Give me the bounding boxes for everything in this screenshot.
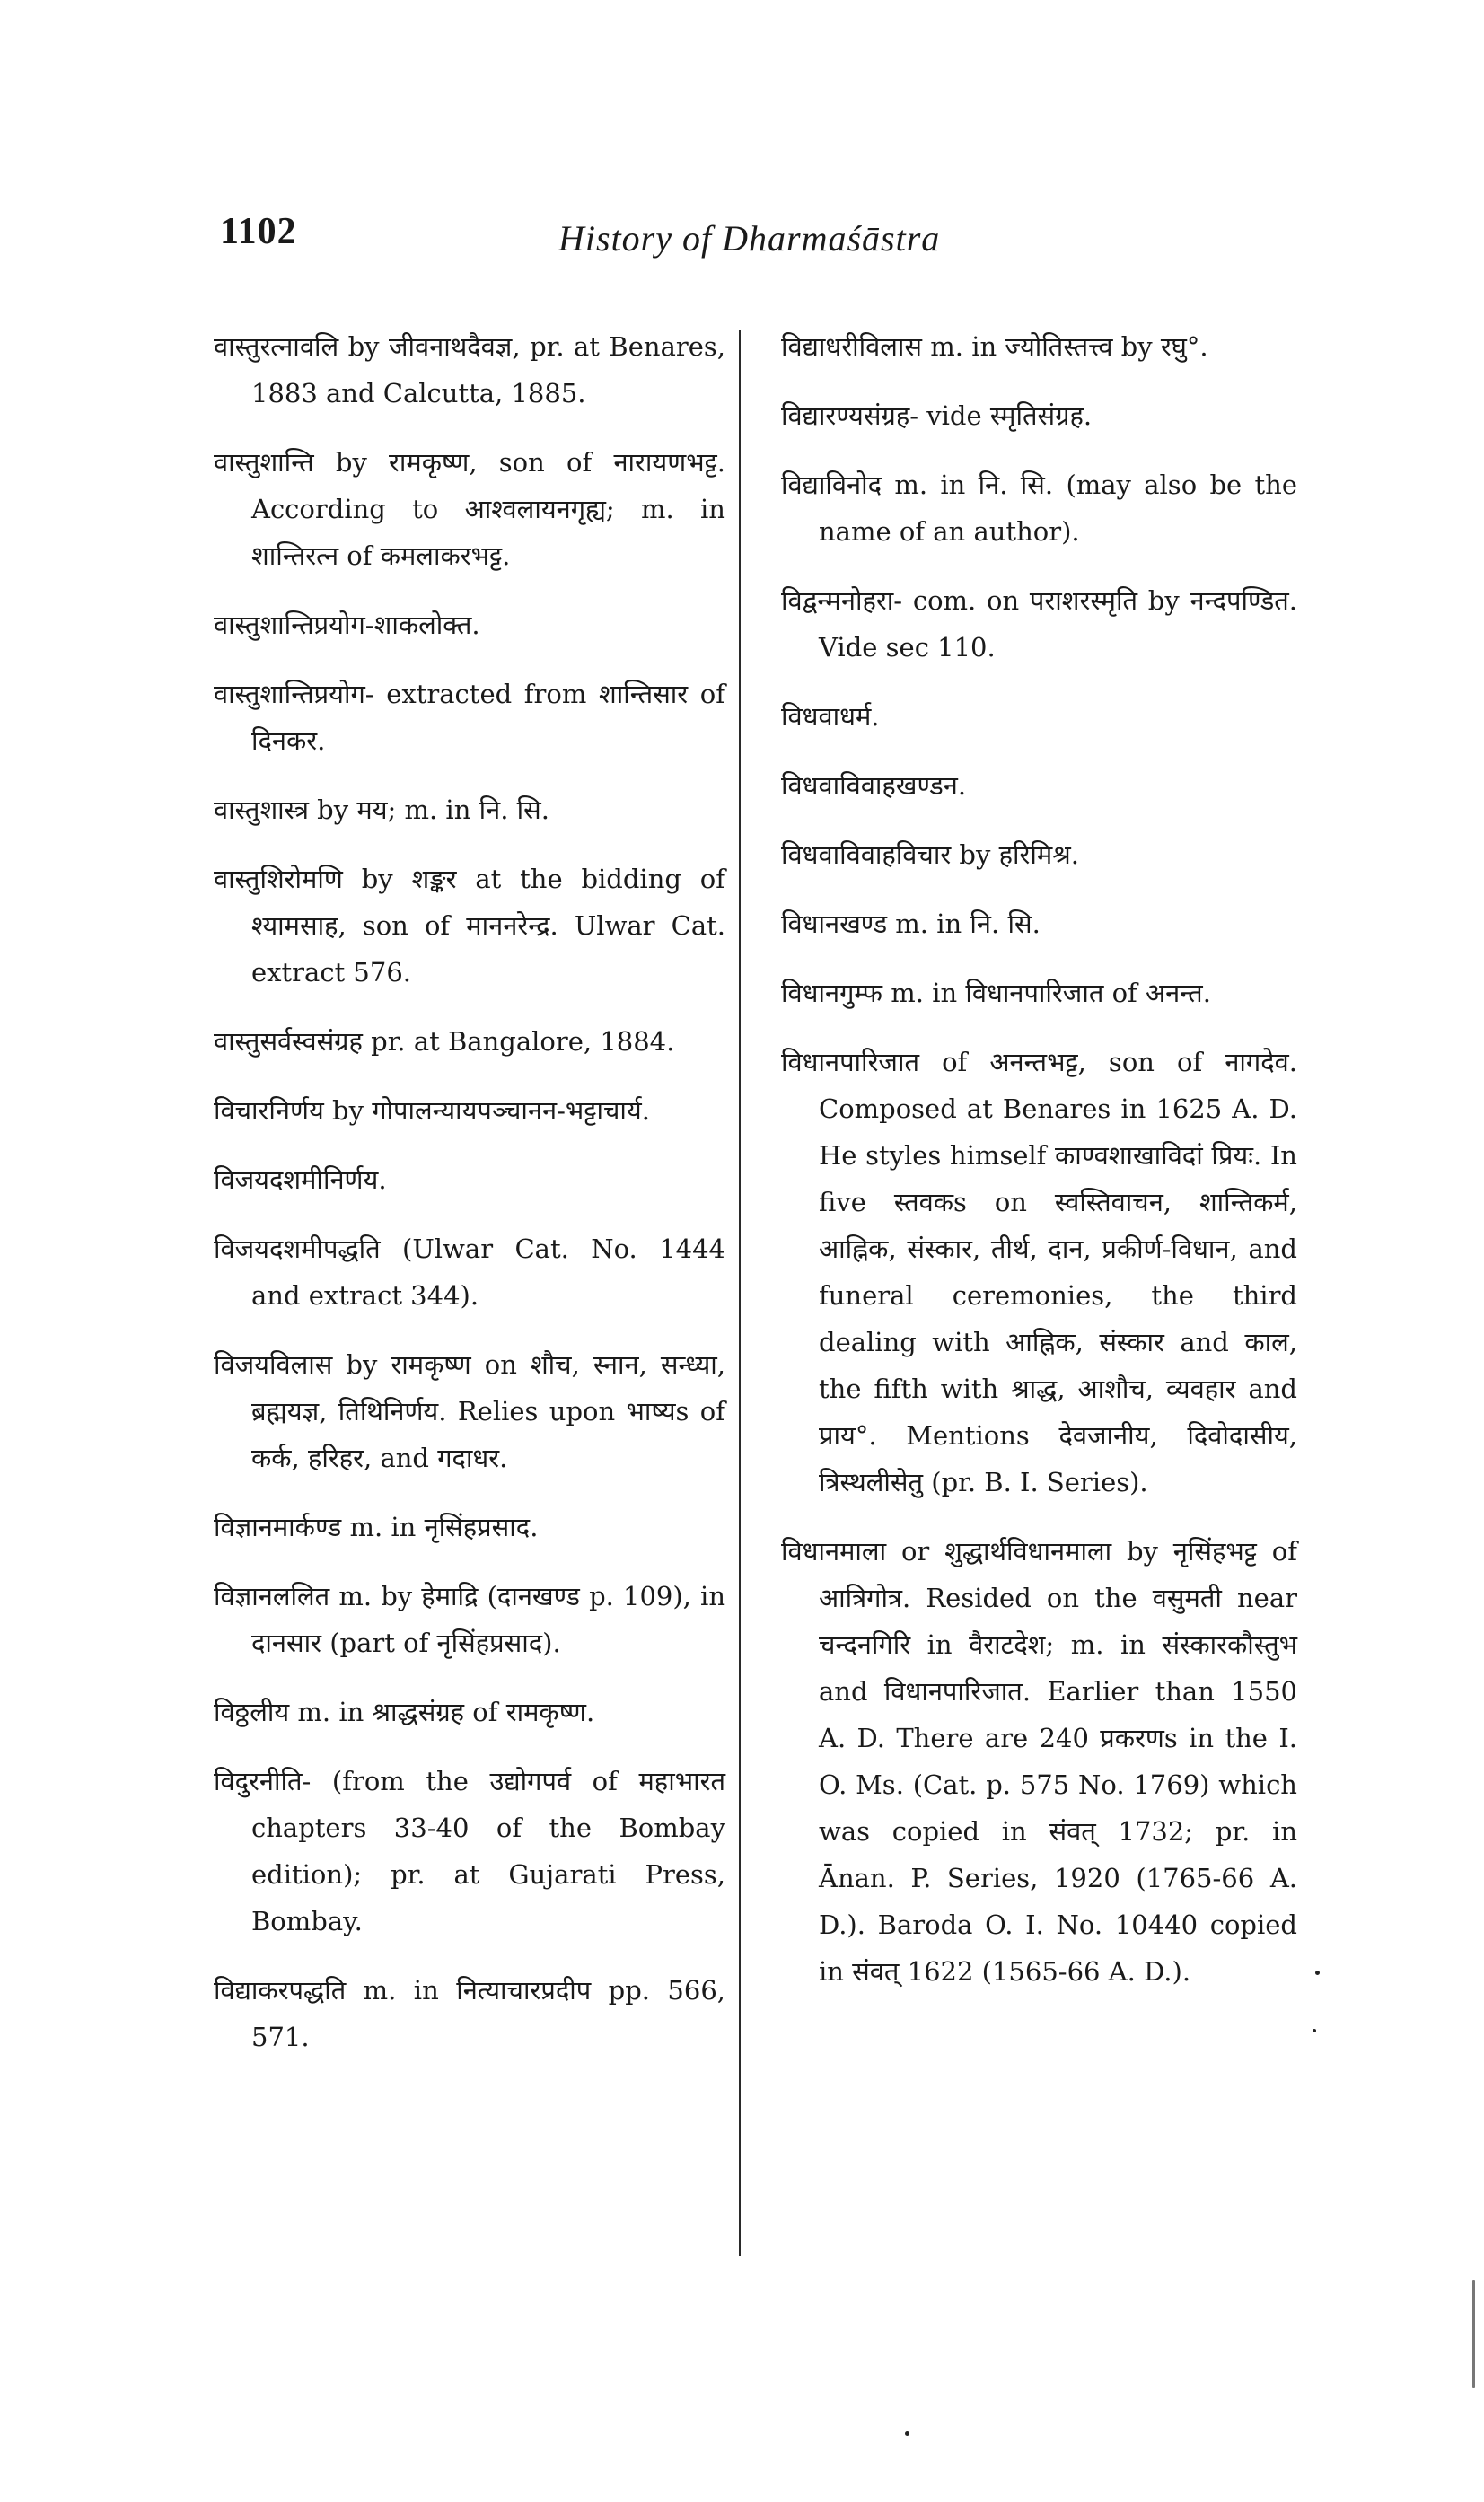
entry: विदुरनीति- (from the उद्योगपर्व of महाभारत chapters 33-40 of the Bombay edition); pr. at Gujarati Press, Bombay.	[214, 1766, 725, 1936]
entry: विज्ञानमार्कण्ड m. in नृसिंहप्रसाद.	[214, 1512, 539, 1542]
entry: वास्तुरत्नावलि by जीवनाथदैवज्ञ, pr. at Benares, 1883 and Calcutta, 1885.	[214, 331, 725, 408]
entry: विद्वन्मनोहरा- com. on पराशरस्मृति by नन्दपण्डित. Vide sec 110.	[781, 585, 1297, 663]
entry: वास्तुशान्ति by रामकृष्ण, son of नारायणभट्ट. According to आश्वलायनगृह्य; m. in शान्तिरत्न of कमलाकरभट्ट.	[214, 447, 725, 571]
entry: विधवाविवाहविचार by हरिमिश्र.	[781, 839, 1079, 870]
entry: विधानमाला or शुद्धार्थविधानमाला by नृसिंहभट्ट of आत्रिगोत्र. Resided on the वसुमती near चन्दनगिरि in वैराटदेश; m. in संस्कारकौस्तुभ and विधानपारिजात. Earlier than 1550 A. D. There are 240 प्रकरणs in the I. O. Ms. (Cat. p. 575 No. 1769) which was copied in संवत् 1732; pr. in Ānan. P. Series, 1920 (1765-66 A. D.). Baroda O. I. No. 10440 copied in संवत् 1622 (1565-66 A. D.).	[781, 1536, 1297, 1987]
column-divider	[739, 330, 741, 2256]
entry: विधवाविवाहखण्डन.	[781, 770, 967, 801]
left-column	[214, 323, 725, 2083]
entry: वास्तुशिरोमणि by शङ्कर at the bidding of श्यामसाह, son of माननरेन्द्र. Ulwar Cat. extract 576.	[214, 864, 725, 988]
entry: विज्ञानललित m. by हेमाद्रि (दानखण्ड p. 109), in दानसार (part of नृसिंहप्रसाद).	[214, 1581, 725, 1658]
margin-speck	[1315, 1971, 1320, 1975]
page-number: 1102	[220, 211, 297, 252]
entry: विजयदशमीनिर्णय.	[214, 1164, 387, 1195]
entry: विजयदशमीपद्धति (Ulwar Cat. No. 1444 and extract 344).	[214, 1233, 725, 1311]
entry: विधानखण्ड m. in नि. सि.	[781, 909, 1041, 939]
entry: विद्याधरीविलास m. in ज्योतिस्तत्त्व by रघु°.	[781, 331, 1208, 362]
entry: विधवाधर्म.	[781, 701, 880, 732]
entry: विधानगुम्फ m. in विधानपारिजात of अनन्त.	[781, 978, 1211, 1008]
entry: विद्याकरपद्धति m. in नित्याचारप्रदीप pp. 566, 571.	[214, 1975, 725, 2052]
entry: वास्तुसर्वस्वसंग्रह pr. at Bangalore, 1884.	[214, 1026, 675, 1057]
running-title: History of Dharmaśāstra	[558, 218, 941, 259]
entry: विद्यारण्यसंग्रह- vide स्मृतिसंग्रह.	[781, 400, 1093, 431]
entry: वास्तुशान्तिप्रयोग- extracted from शान्तिसार of दिनकर.	[214, 679, 725, 756]
entry: वास्तुशान्तिप्रयोग-शाकलोक्त.	[214, 610, 480, 640]
entry: विद्याविनोद m. in नि. सि. (may also be the name of an author).	[781, 470, 1297, 547]
entry: विजयविलास by रामकृष्ण on शौच, स्नान, सन्ध्या, ब्रह्मयज्ञ, तिथिनिर्णय. Relies upon भाष्यs of कर्क, हरिहर, and गदाधर.	[214, 1349, 725, 1473]
entry: विठ्ठलीय m. in श्राद्धसंग्रह of रामकृष्ण.	[214, 1697, 595, 1727]
margin-speck	[905, 2431, 909, 2436]
right-column	[781, 323, 1297, 2017]
entry: विधानपारिजात of अनन्तभट्ट, son of नागदेव. Composed at Benares in 1625 A. D. He styles himself काण्वशाखाविदां प्रियः. In five स्तवकs on स्वस्तिवाचन, शान्तिकर्म, आह्निक, संस्कार, तीर्थ, दान, प्रकीर्ण-विधान, and funeral ceremonies, the third dealing with आह्निक, संस्कार and काल, the fifth with श्राद्ध, आशौच, व्यवहार and प्राय°. Mentions देवजानीय, दिवोदासीय, त्रिस्थलीसेतु (pr. B. I. Series).	[781, 1047, 1297, 1497]
margin-speck	[1472, 2280, 1475, 2388]
entry: वास्तुशास्त्र by मय; m. in नि. सि.	[214, 794, 549, 825]
margin-speck	[1313, 2029, 1316, 2032]
entry: विचारनिर्णय by गोपालन्यायपञ्चानन-भट्टाचार्य.	[214, 1095, 650, 1126]
